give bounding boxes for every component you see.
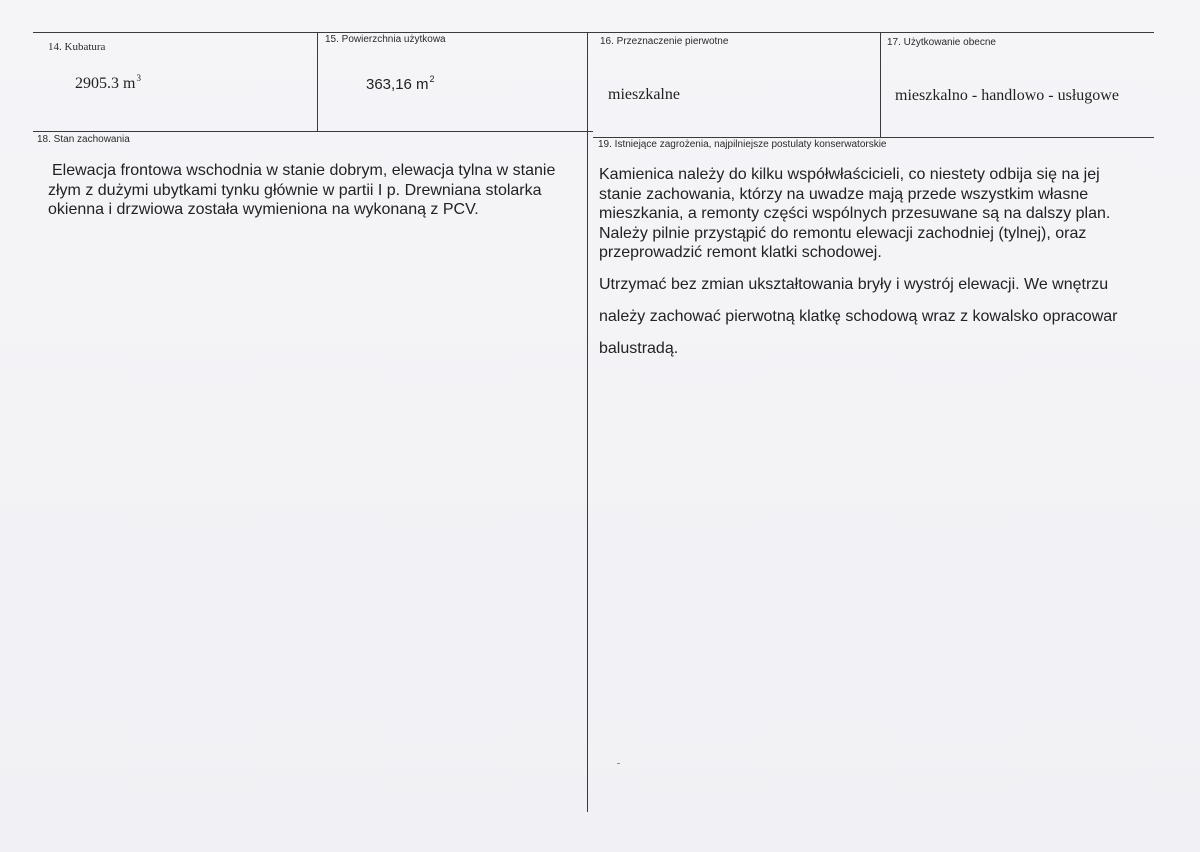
- col-divider-1: [317, 32, 318, 132]
- postulaty-line-3: balustradą.: [599, 340, 679, 357]
- col-divider-3: [880, 32, 881, 138]
- zagrozenia-postulaty: [599, 271, 1169, 363]
- uzytkowanie-value: mieszkalno - handlowo - usługowe: [895, 87, 1119, 104]
- powierzchnia-label: 15. Powierzchnia użytkowa: [325, 34, 446, 45]
- stray-mark: [617, 763, 620, 764]
- row-divider-right: [593, 137, 1154, 138]
- powierzchnia-value: [366, 74, 435, 93]
- zagrozenia-label: 19. Istniejące zagrożenia, najpilniejsze postulaty konserwatorskie: [598, 139, 887, 150]
- top-border: [33, 32, 1154, 33]
- uzytkowanie-label: 17. Użytkowanie obecne: [887, 37, 996, 48]
- powierzchnia-unit-exponent: 2: [429, 74, 435, 84]
- stan-zachowania-label: 18. Stan zachowania: [37, 134, 130, 145]
- col-divider-main: [587, 32, 588, 812]
- powierzchnia-number: 363,16 m: [366, 76, 429, 93]
- postulaty-line-2: należy zachować pierwotną klatkę schodową wraz z kowalsko opracowar: [599, 308, 1118, 325]
- kubatura-label: 14. Kubatura: [48, 41, 106, 53]
- kubatura-number: 2905.3 m: [75, 75, 136, 92]
- przeznaczenie-label: 16. Przeznaczenie pierwotne: [600, 36, 729, 47]
- przeznaczenie-value: mieszkalne: [608, 86, 680, 103]
- zagrozenia-text: Kamienica należy do kilku współwłaścicieli, co niestety odbija się na jej stanie zachowania, którzy na uwadze mają przede wszystkim własne mieszkania, a remonty części wspólnych przesuwane są na dalszy plan. Należy pilnie przystąpić do remontu elewacji zachodniej (tylnej), oraz przeprowadzić remont klatki schodowej.: [599, 166, 1111, 261]
- row-divider: [33, 131, 593, 132]
- stan-zachowania-text: Elewacja frontowa wschodnia w stanie dobrym, elewacja tylna w stanie złym z dużymi ubytkami tynku głównie w partii I p. Drewniana stolarka okienna i drzwiowa została wymieniona na wykonaną z PCV.: [48, 162, 556, 218]
- postulaty-line-1: Utrzymać bez zmian ukształtowania bryły i wystrój elewacji. We wnętrzu: [599, 276, 1109, 293]
- kubatura-unit-exponent: 3: [136, 73, 141, 83]
- kubatura-value: [75, 73, 141, 93]
